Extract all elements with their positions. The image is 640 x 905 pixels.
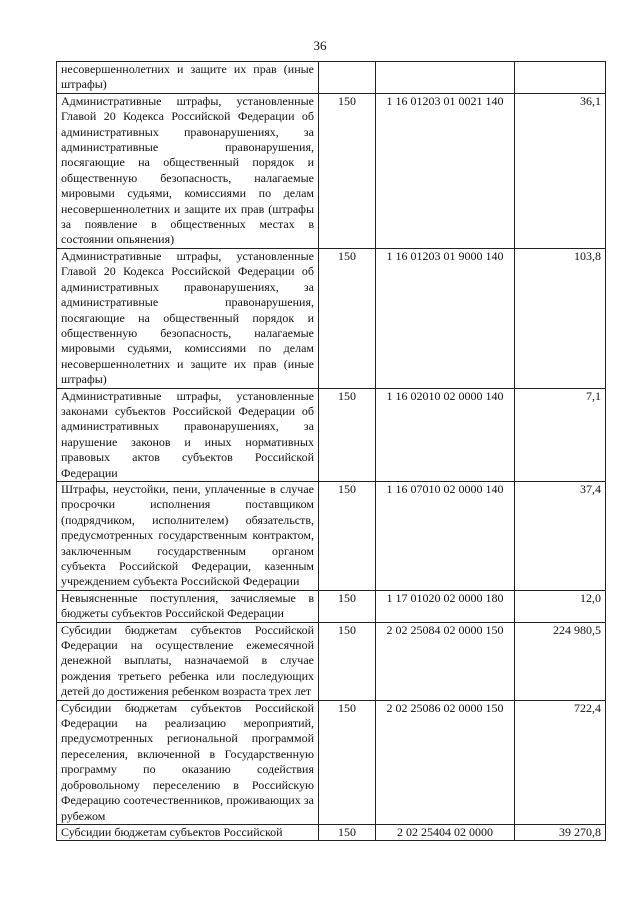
amount-cell: 224 980,5 (515, 622, 606, 700)
budget-code-cell (376, 62, 515, 94)
amount-cell: 722,4 (515, 700, 606, 824)
budget-code-cell: 1 16 01203 01 9000 140 (376, 248, 515, 388)
admin-code-cell: 150 (319, 481, 376, 590)
budget-code-cell: 2 02 25404 02 0000 (376, 824, 515, 840)
page-number: 36 (313, 38, 327, 53)
revenue-name-cell: Субсидии бюджетам субъектов Российской Федерации на реализацию мероприятий, предусмотренных региональной программой переселения, включенной в Государственную программу по оказанию содействия добровольному переселению в Российскую Федерацию соотечественников, проживающих за рубежом (57, 700, 319, 824)
table-row (57, 62, 606, 94)
admin-code-cell: 150 (319, 93, 376, 248)
admin-code-cell: 150 (319, 824, 376, 840)
revenue-name-cell: Субсидии бюджетам субъектов Российской (57, 824, 319, 840)
revenue-name-cell: Штрафы, неустойки, пени, уплаченные в случае просрочки исполнения поставщиком (подрядчиком, исполнителем) обязательств, предусмотренных государственным контрактом, заключенным государственным органом субъекта Российской Федерации, казенным учреждением субъекта Российской Федерации (57, 481, 319, 590)
admin-code-cell (319, 62, 376, 94)
budget-code-cell: 1 17 01020 02 0000 180 (376, 590, 515, 622)
table-row (57, 824, 606, 840)
budget-code-cell: 2 02 25084 02 0000 150 (376, 622, 515, 700)
admin-code-cell: 150 (319, 388, 376, 481)
amount-cell: 7,1 (515, 388, 606, 481)
revenue-name-cell: Административные штрафы, установленные Главой 20 Кодекса Российской Федерации об административных правонарушениях, за административные правонарушения, посягающие на общественный порядок и общественную безопасность, налагаемые мировыми судьями, комиссиями по делам несовершеннолетних и защите их прав (штрафы за появление в общественных местах в состоянии опьянения) (57, 93, 319, 248)
budget-code-cell: 2 02 25086 02 0000 150 (376, 700, 515, 824)
admin-code-cell: 150 (319, 248, 376, 388)
budget-code-cell: 1 16 01203 01 0021 140 (376, 93, 515, 248)
revenue-table (56, 61, 606, 841)
table-row (57, 248, 606, 388)
amount-cell (515, 62, 606, 94)
amount-cell: 12,0 (515, 590, 606, 622)
revenue-name-cell: Невыясненные поступления, зачисляемые в бюджеты субъектов Российской Федерации (57, 590, 319, 622)
amount-cell: 103,8 (515, 248, 606, 388)
budget-code-cell: 1 16 02010 02 0000 140 (376, 388, 515, 481)
table-row (57, 481, 606, 590)
amount-cell: 37,4 (515, 481, 606, 590)
revenue-name-cell: несовершеннолетних и защите их прав (иные штрафы) (57, 62, 319, 94)
admin-code-cell: 150 (319, 700, 376, 824)
amount-cell: 36,1 (515, 93, 606, 248)
revenue-name-cell: Субсидии бюджетам субъектов Российской Федерации на осуществление ежемесячной денежной выплаты, назначаемой в случае рождения третьего ребенка или последующих детей до достижения ребенком возраста трех лет (57, 622, 319, 700)
budget-code-cell: 1 16 07010 02 0000 140 (376, 481, 515, 590)
table-row (57, 622, 606, 700)
table-row (57, 388, 606, 481)
revenue-name-cell: Административные штрафы, установленные Главой 20 Кодекса Российской Федерации об административных правонарушениях, за административные правонарушения, посягающие на общественный порядок и общественную безопасность, налагаемые мировыми судьями, комиссиями по делам несовершеннолетних и защите их прав (иные штрафы) (57, 248, 319, 388)
table-row (57, 700, 606, 824)
table-row (57, 93, 606, 248)
revenue-name-cell: Административные штрафы, установленные законами субъектов Российской Федерации об административных правонарушениях, за нарушение законов и иных нормативных правовых актов субъектов Российской Федерации (57, 388, 319, 481)
amount-cell: 39 270,8 (515, 824, 606, 840)
admin-code-cell: 150 (319, 622, 376, 700)
table-row (57, 590, 606, 622)
admin-code-cell: 150 (319, 590, 376, 622)
